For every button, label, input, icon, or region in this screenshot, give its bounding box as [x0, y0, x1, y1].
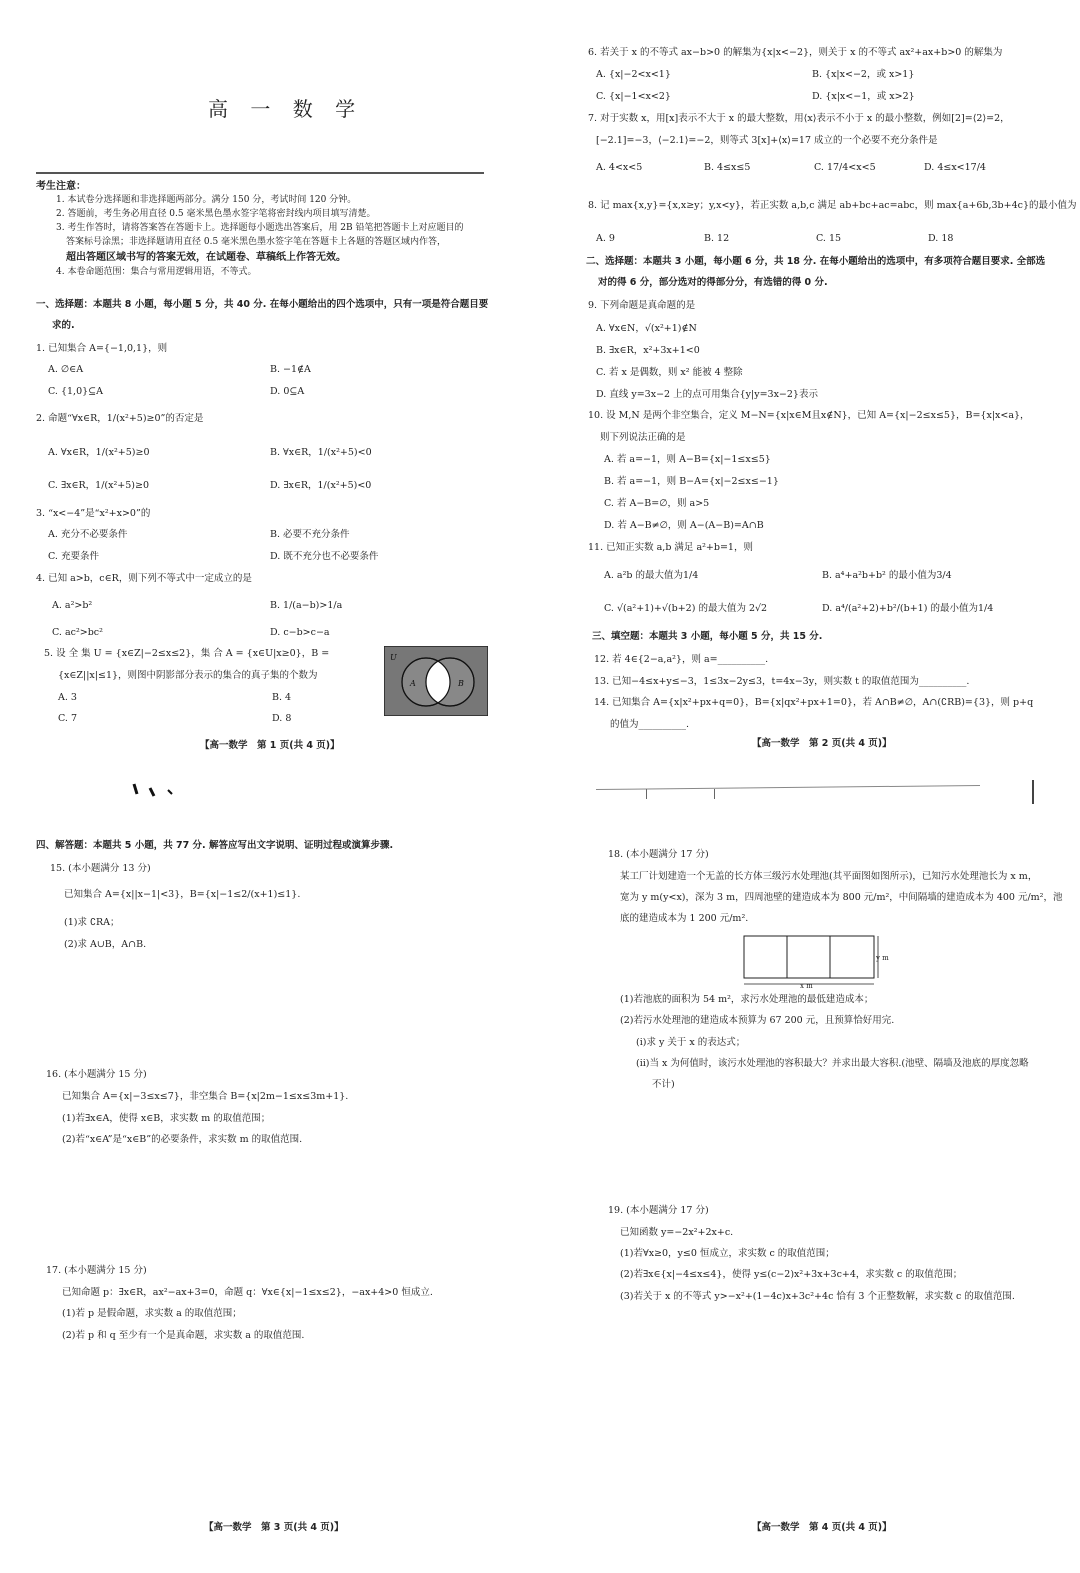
- option-b: B. −1∉A: [270, 364, 311, 375]
- question-stem: 6. 若关于 x 的不等式 ax−b>0 的解集为{x|x<−2}，则关于 x 的不等式 ax²+ax+b>0 的解集为: [588, 47, 1003, 58]
- question-stem: 某工厂计划建造一个无盖的长方体三级污水处理池(其平面图如图所示)，已知污水处理池长为 x m，: [620, 871, 1038, 882]
- notice-line: 1. 本试卷分选择题和非选择题两部分。满分 150 分，考试时间 120 分钟。: [56, 195, 357, 205]
- option-d: D. 0⊆A: [270, 386, 305, 397]
- question-stem: 5. 设 全 集 U = {x∈Z|−2≤x≤2}，集 合 A = {x∈U|x≥0}，B =: [44, 648, 330, 659]
- option-b: B. ∀x∈R，1/(x²+5)<0: [270, 447, 372, 458]
- page-footer: 【高一数学 第 1 页(共 4 页)】: [200, 740, 340, 751]
- option-a: A. a²b 的最大值为1/4: [604, 570, 699, 581]
- option-b: B. 必要不充分条件: [270, 529, 350, 540]
- option-a: A. 4<x<5: [596, 162, 643, 173]
- option-a: A. a²>b²: [52, 600, 93, 611]
- question-head: 16. (本小题满分 15 分): [46, 1069, 147, 1080]
- option-c: C. 7: [58, 713, 78, 724]
- question-stem: 10. 设 M,N 是两个非空集合，定义 M−N={x|x∈M且x∉N}，已知 A={x|−2≤x≤5}，B={x|x<a}，: [588, 410, 1030, 421]
- option-b: B. {x|x<−2，或 x>1}: [812, 69, 915, 80]
- option-a: A. ∀x∈R，1/(x²+5)≥0: [48, 447, 150, 458]
- question-part: (2)若污水处理池的建造成本预算为 67 200 元，且预算恰好用完.: [620, 1015, 895, 1026]
- pool-diagram: [740, 932, 890, 990]
- option-d: D. 8: [272, 713, 292, 724]
- dim-y-label: y m: [876, 954, 889, 962]
- option-d: D. 直线 y=3x−2 上的点可用集合{y|y=3x−2}表示: [596, 389, 818, 400]
- page-footer: 【高一数学 第 3 页(共 4 页)】: [204, 1522, 344, 1533]
- option-c: C. {1,0}⊆A: [48, 386, 103, 397]
- fold-tick: [1032, 780, 1034, 804]
- question-stem: 已知集合 A={x||x−1|<3}，B={x|−1≤2/(x+1)≤1}.: [64, 889, 301, 900]
- option-d: D. c−b>c−a: [270, 627, 330, 638]
- option-a: A. 若 a=−1，则 A−B={x|−1≤x≤5}: [604, 454, 771, 465]
- question-part: 不计): [652, 1079, 675, 1090]
- fill-question: 的值为__________.: [610, 719, 690, 730]
- venn-diagram: [384, 646, 488, 716]
- question-part: (1)若∀x≥0，y≤0 恒成立，求实数 c 的取值范围；: [620, 1248, 835, 1259]
- option-c: C. 充要条件: [48, 551, 99, 562]
- scan-marks: [128, 780, 208, 800]
- section-heading: 三、填空题：本题共 3 小题，每小题 5 分，共 15 分.: [592, 631, 823, 642]
- question-stem: 3. “x<−4”是“x²+x>0”的: [36, 508, 151, 519]
- option-b: B. a⁴+a²b+b² 的最小值为3/4: [822, 570, 952, 581]
- option-c: C. 17/4<x<5: [814, 162, 876, 173]
- page-footer: 【高一数学 第 4 页(共 4 页)】: [752, 1522, 892, 1533]
- option-d: D. 18: [928, 233, 954, 244]
- option-d: D. 4≤x<17/4: [924, 162, 986, 173]
- question-head: 15. (本小题满分 13 分): [50, 863, 151, 874]
- section-heading: 一、选择题：本题共 8 小题，每小题 5 分，共 40 分. 在每小题给出的四个选项中，只有一项是符合题目要: [36, 299, 489, 310]
- question-part: (3)若关于 x 的不等式 y>−x²+(1−4c)x+3c²+4c 恰有 3 个正整数解，求实数 c 的取值范围.: [620, 1291, 1015, 1302]
- option-c: C. √(a²+1)+√(b+2) 的最大值为 2√2: [604, 603, 768, 614]
- title-rule: [36, 172, 484, 174]
- question-stem: 1. 已知集合 A={−1,0,1}，则: [36, 343, 168, 354]
- page-title: 高 一 数 学: [208, 97, 364, 121]
- notice-line: 2. 答题前，考生务必用直径 0.5 毫米黑色墨水签字笔将密封线内项目填写清楚。: [56, 209, 376, 219]
- question-stem: 8. 记 max{x,y}={x,x≥y；y,x<y}，若正实数 a,b,c 满足 ab+bc+ac=abc，则 max{a+6b,3b+4c}的最小值为: [588, 200, 1077, 211]
- option-a: A. {x|−2<x<1}: [596, 69, 671, 80]
- option-c: C. {x|−1<x<2}: [596, 91, 671, 102]
- option-a: A. 9: [596, 233, 615, 244]
- section-heading: 对的得 6 分，部分选对的得部分分，有选错的得 0 分.: [598, 277, 828, 288]
- question-stem: [−2.1]=−3，⟨−2.1⟩=−2，则等式 3[x]+⟨x⟩=17 成立的一个必要不充分条件是: [596, 135, 938, 146]
- question-part: (ⅱ)当 x 为何值时，该污水处理池的容积最大？并求出最大容积.(池壁、隔墙及池底的厚度忽略: [636, 1058, 1029, 1069]
- question-stem: 宽为 y m(y<x)，深为 3 m，四周池壁的建造成本为 800 元/m²，中间隔墙的建造成本为 400 元/m²，池: [620, 892, 1063, 903]
- page-footer: 【高一数学 第 2 页(共 4 页)】: [752, 738, 892, 749]
- notice-line: 超出答题区域书写的答案无效，在试题卷、草稿纸上作答无效。: [66, 252, 346, 263]
- option-b: B. 1/(a−b)>1/a: [270, 600, 343, 611]
- option-c: C. ac²>bc²: [52, 627, 103, 638]
- question-stem: 则下列说法正确的是: [600, 432, 686, 443]
- fill-question: 12. 若 4∈{2−a,a²}，则 a=__________.: [594, 654, 769, 665]
- option-d: D. 既不充分也不必要条件: [270, 551, 379, 562]
- venn-label-u: U: [390, 653, 397, 662]
- option-d: D. 若 A−B≠∅，则 A−(A−B)=A∩B: [604, 520, 764, 531]
- venn-label-a: A: [410, 679, 416, 688]
- option-d: D. ∃x∈R，1/(x²+5)<0: [270, 480, 372, 491]
- question-head: 19. (本小题满分 17 分): [608, 1205, 709, 1216]
- option-a: A. 充分不必要条件: [48, 529, 128, 540]
- option-a: A. 3: [58, 692, 77, 703]
- question-part: (2)求 A∪B，A∩B.: [64, 939, 147, 950]
- notice-line: 4. 本卷命题范围：集合与常用逻辑用语，不等式。: [56, 267, 257, 277]
- venn-label-b: B: [458, 679, 464, 688]
- question-stem: {x∈Z||x|≤1}，则图中阴影部分表示的集合的真子集的个数为: [58, 670, 318, 681]
- question-part: (1)若∃x∈A，使得 x∈B，求实数 m 的取值范围；: [62, 1113, 271, 1124]
- fill-question: 14. 已知集合 A={x|x²+px+q=0}，B={x|qx²+px+1=0}，若 A∩B≠∅，A∩(∁RB)={3}，则 p+q: [594, 697, 1034, 708]
- question-stem: 9. 下列命题是真命题的是: [588, 300, 696, 311]
- section-heading: 四、解答题：本题共 5 小题，共 77 分. 解答应写出文字说明、证明过程或演算步骤.: [36, 840, 394, 851]
- option-b: B. 4: [272, 692, 292, 703]
- option-a: A. ∅∈A: [48, 364, 84, 375]
- notice-heading: 考生注意：: [36, 181, 86, 192]
- fold-tick: [646, 789, 647, 799]
- option-c: C. ∃x∈R，1/(x²+5)≥0: [48, 480, 149, 491]
- question-head: 17. (本小题满分 15 分): [46, 1265, 147, 1276]
- notice-line: 3. 考生作答时，请将答案答在答题卡上。选择题每小题选出答案后，用 2B 铅笔把答题卡上对应题目的: [56, 223, 464, 233]
- option-d: D. {x|x<−1，或 x>2}: [812, 91, 915, 102]
- question-head: 18. (本小题满分 17 分): [608, 849, 709, 860]
- section-heading: 二、选择题：本题共 3 小题，每小题 6 分，共 18 分. 在每小题给出的选项中，有多项符合题目要求. 全部选: [586, 256, 1046, 267]
- fill-question: 13. 已知−4≤x+y≤−3，1≤3x−2y≤3，t=4x−3y，则实数 t 的取值范围为__________.: [594, 676, 970, 687]
- question-stem: 4. 已知 a>b，c∈R，则下列不等式中一定成立的是: [36, 573, 252, 584]
- notice-line: 答案标号涂黑；非选择题请用直径 0.5 毫米黑色墨水签字笔在答题卡上各题的答题区域内作答，: [66, 237, 447, 247]
- option-c: C. 若 A−B=∅，则 a>5: [604, 498, 710, 509]
- option-d: D. a⁴/(a²+2)+b²/(b+1) 的最小值为1/4: [822, 603, 994, 614]
- fold-line: [596, 785, 980, 790]
- option-b: B. 4≤x≤5: [704, 162, 751, 173]
- option-b: B. 若 a=−1，则 B−A={x|−2≤x≤−1}: [604, 476, 779, 487]
- section-heading: 求的.: [52, 320, 75, 331]
- question-part: (1)求 ∁RA；: [64, 917, 120, 928]
- pool-outline: [744, 936, 874, 978]
- question-stem: 底的建造成本为 1 200 元/m².: [620, 913, 749, 924]
- option-c: C. 15: [816, 233, 842, 244]
- question-part: (2)若“x∈A”是“x∈B”的必要条件，求实数 m 的取值范围.: [62, 1134, 303, 1145]
- question-part: (1)若池底的面积为 54 m²，求污水处理池的最低建造成本；: [620, 994, 874, 1005]
- question-stem: 已知命题 p：∃x∈R，ax²−ax+3=0，命题 q：∀x∈{x|−1≤x≤2}，−ax+4>0 恒成立.: [62, 1287, 433, 1298]
- option-b: B. 12: [704, 233, 730, 244]
- question-stem: 2. 命题“∀x∈R，1/(x²+5)≥0”的否定是: [36, 413, 204, 424]
- question-part: (ⅰ)求 y 关于 x 的表达式；: [636, 1037, 746, 1048]
- option-b: B. ∃x∈R，x²+3x+1<0: [596, 345, 700, 356]
- question-part: (2)若 p 和 q 至少有一个是真命题，求实数 a 的取值范围.: [62, 1330, 305, 1341]
- question-part: (1)若 p 是假命题，求实数 a 的取值范围；: [62, 1308, 242, 1319]
- question-stem: 7. 对于实数 x，用[x]表示不大于 x 的最大整数，用⟨x⟩表示不小于 x 的最小整数，例如[2]=⟨2⟩=2，: [588, 113, 1010, 124]
- option-c: C. 若 x 是偶数，则 x² 能被 4 整除: [596, 367, 743, 378]
- question-stem: 已知函数 y=−2x²+2x+c.: [620, 1227, 734, 1238]
- question-stem: 11. 已知正实数 a,b 满足 a²+b=1，则: [588, 542, 753, 553]
- dim-x-label: x m: [800, 982, 813, 990]
- fold-tick: [714, 789, 715, 799]
- question-stem: 已知集合 A={x|−3≤x≤7}，非空集合 B={x|2m−1≤x≤3m+1}.: [62, 1091, 349, 1102]
- question-part: (2)若∃x∈{x|−4≤x≤4}，使得 y≤(c−2)x²+3x+3c+4，求实数 c 的取值范围；: [620, 1269, 963, 1280]
- option-a: A. ∀x∈N，√(x²+1)∉N: [596, 323, 697, 334]
